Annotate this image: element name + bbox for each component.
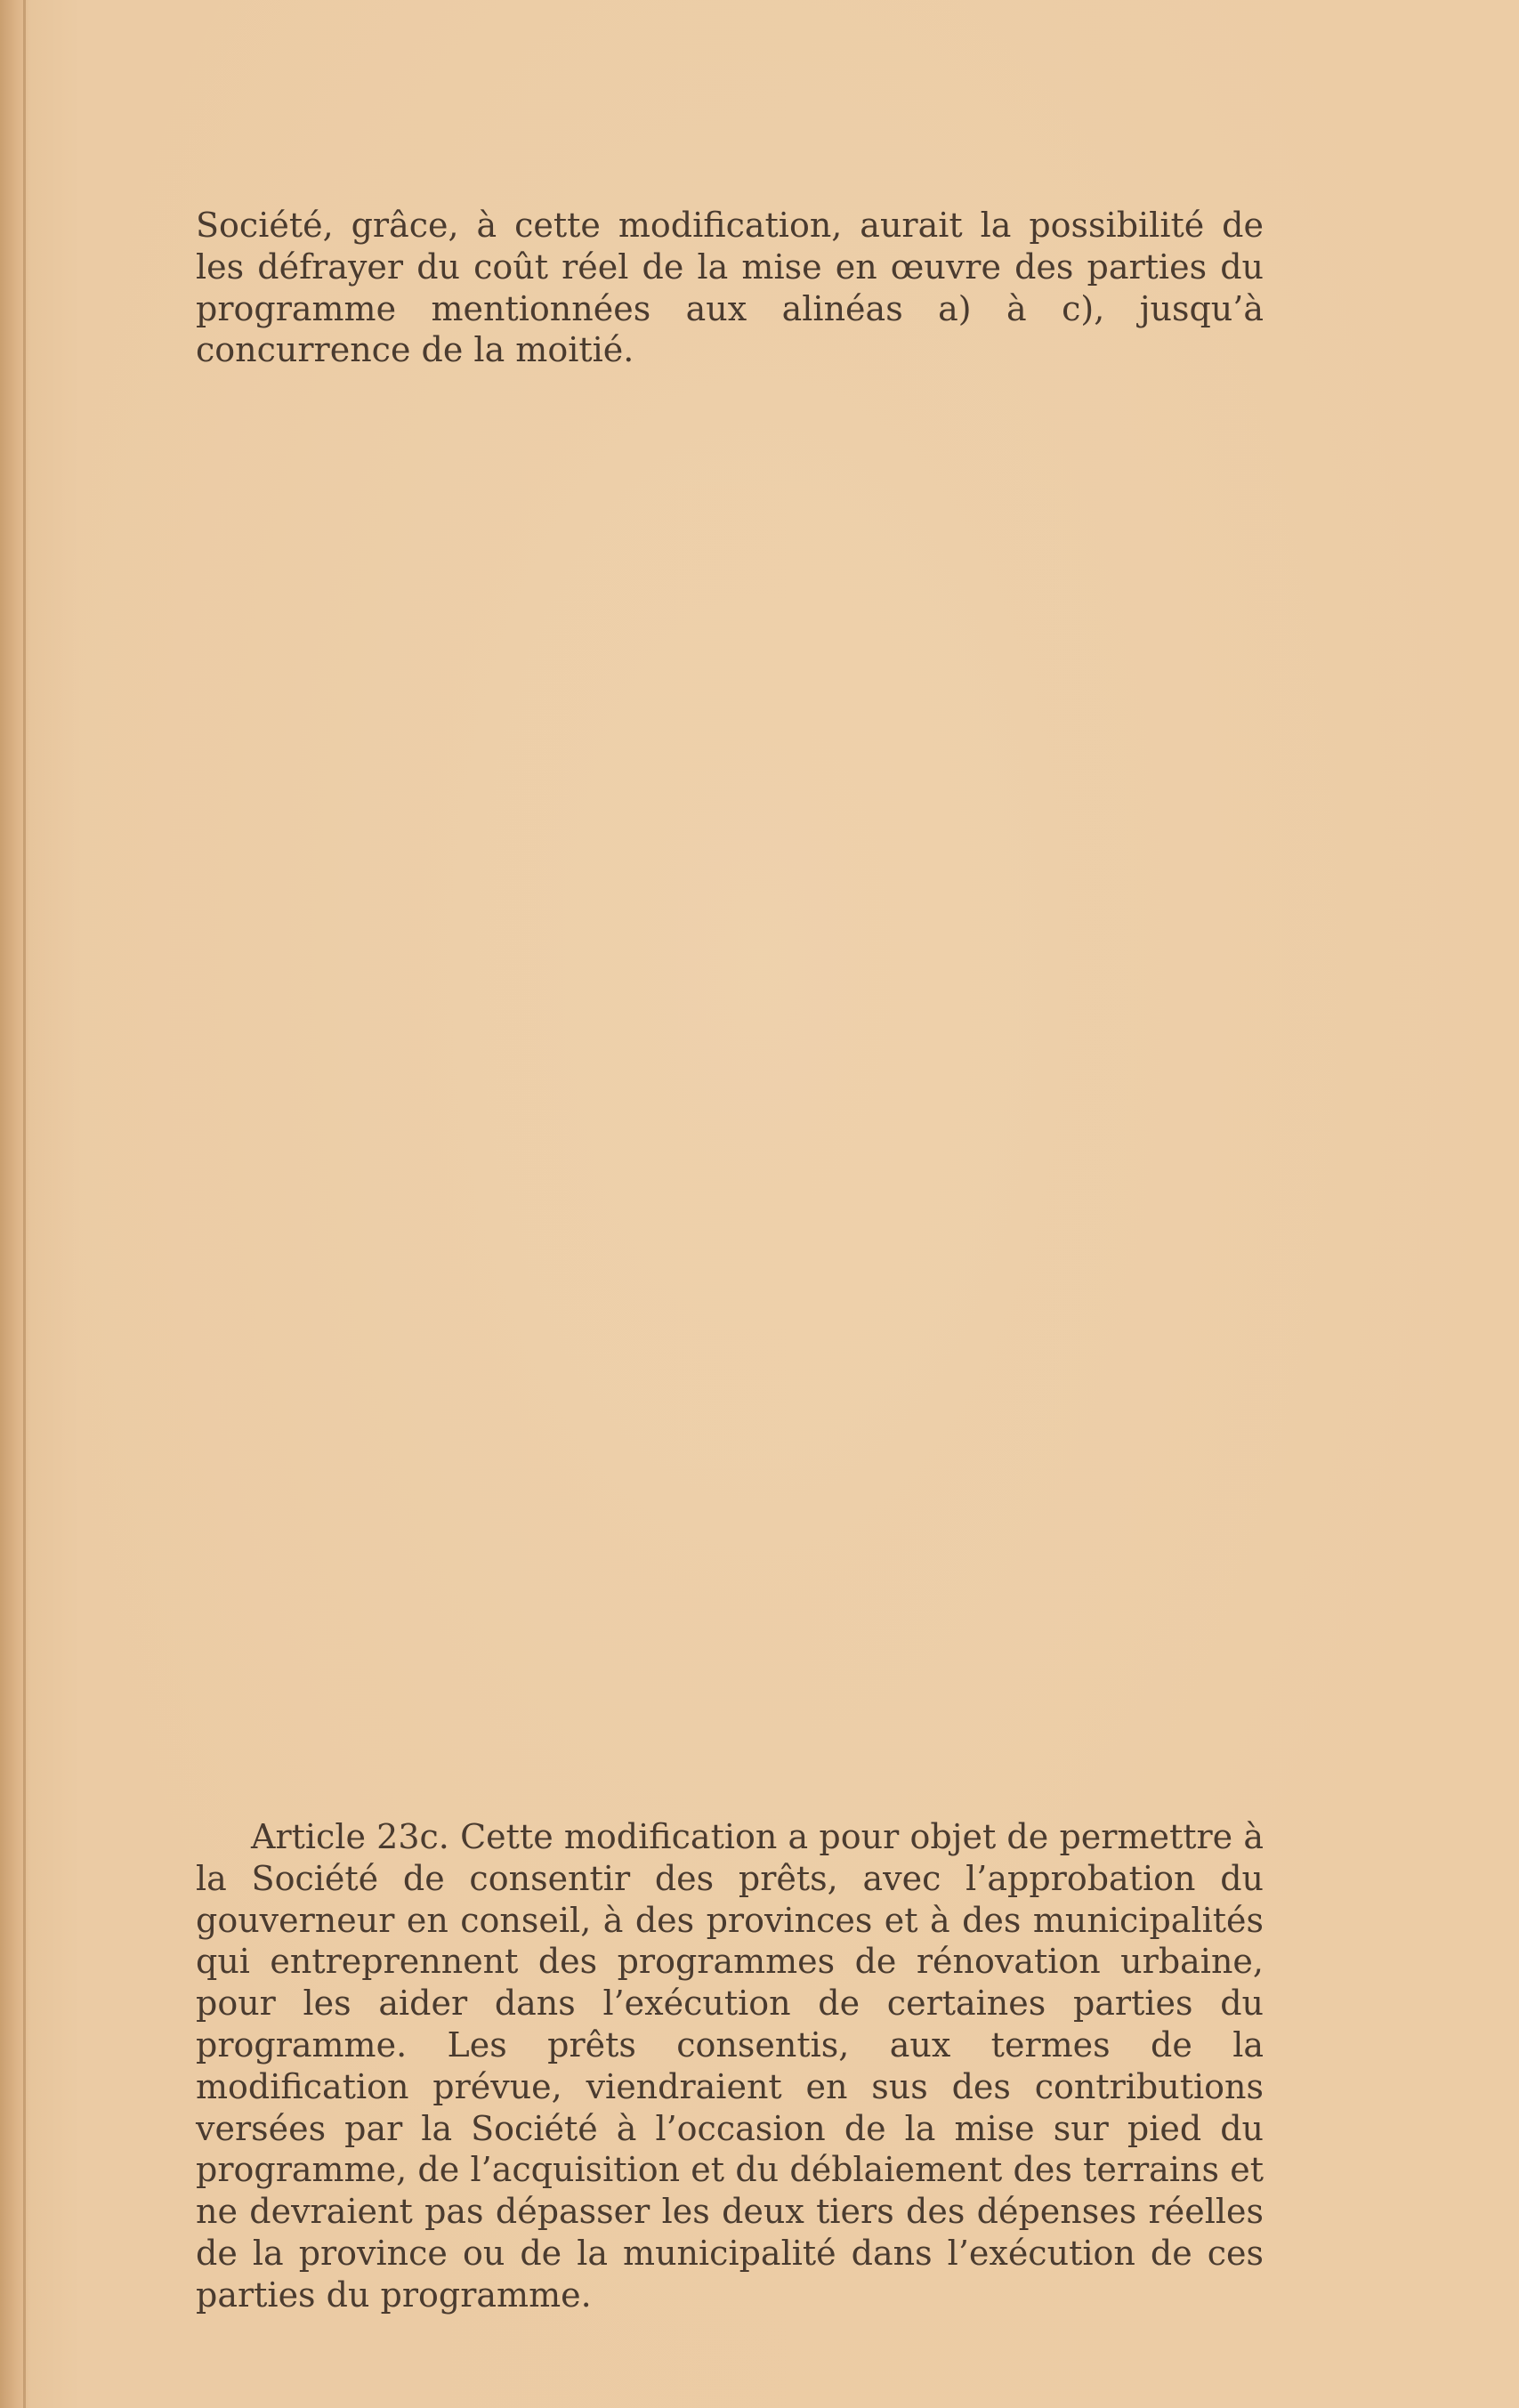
paragraph-continuation: Société, grâce, à cette modification, aurait la possibilité de les défrayer du coût réel de la mise en œuvre des parties du programme mentionnées aux alinéas a) à c), jusqu’à concurrence de la moitié.: [196, 206, 1264, 370]
paragraph-article-23c: Article 23c. Cette modification a pour objet de permettre à la Société de consentir des prêts, avec l’approbation du gouverneur en conseil, à des provinces et à des municipalités qui entreprennent des programmes de rénovation urbaine, pour les aider dans l’exécution de certaines parties du programme. Les prêts consentis, aux termes de la modification prévue, viendraient en sus des contributions versées par la Société à l’occasion de la mise sur pied du programme, de l’acquisition et du déblaiement des terrains et ne devraient pas dépasser les deux tiers des dépenses réelles de la province ou de la municipalité dans l’exécution de ces parties du programme.: [196, 1817, 1264, 2315]
spine-edge-line: [23, 0, 26, 2408]
